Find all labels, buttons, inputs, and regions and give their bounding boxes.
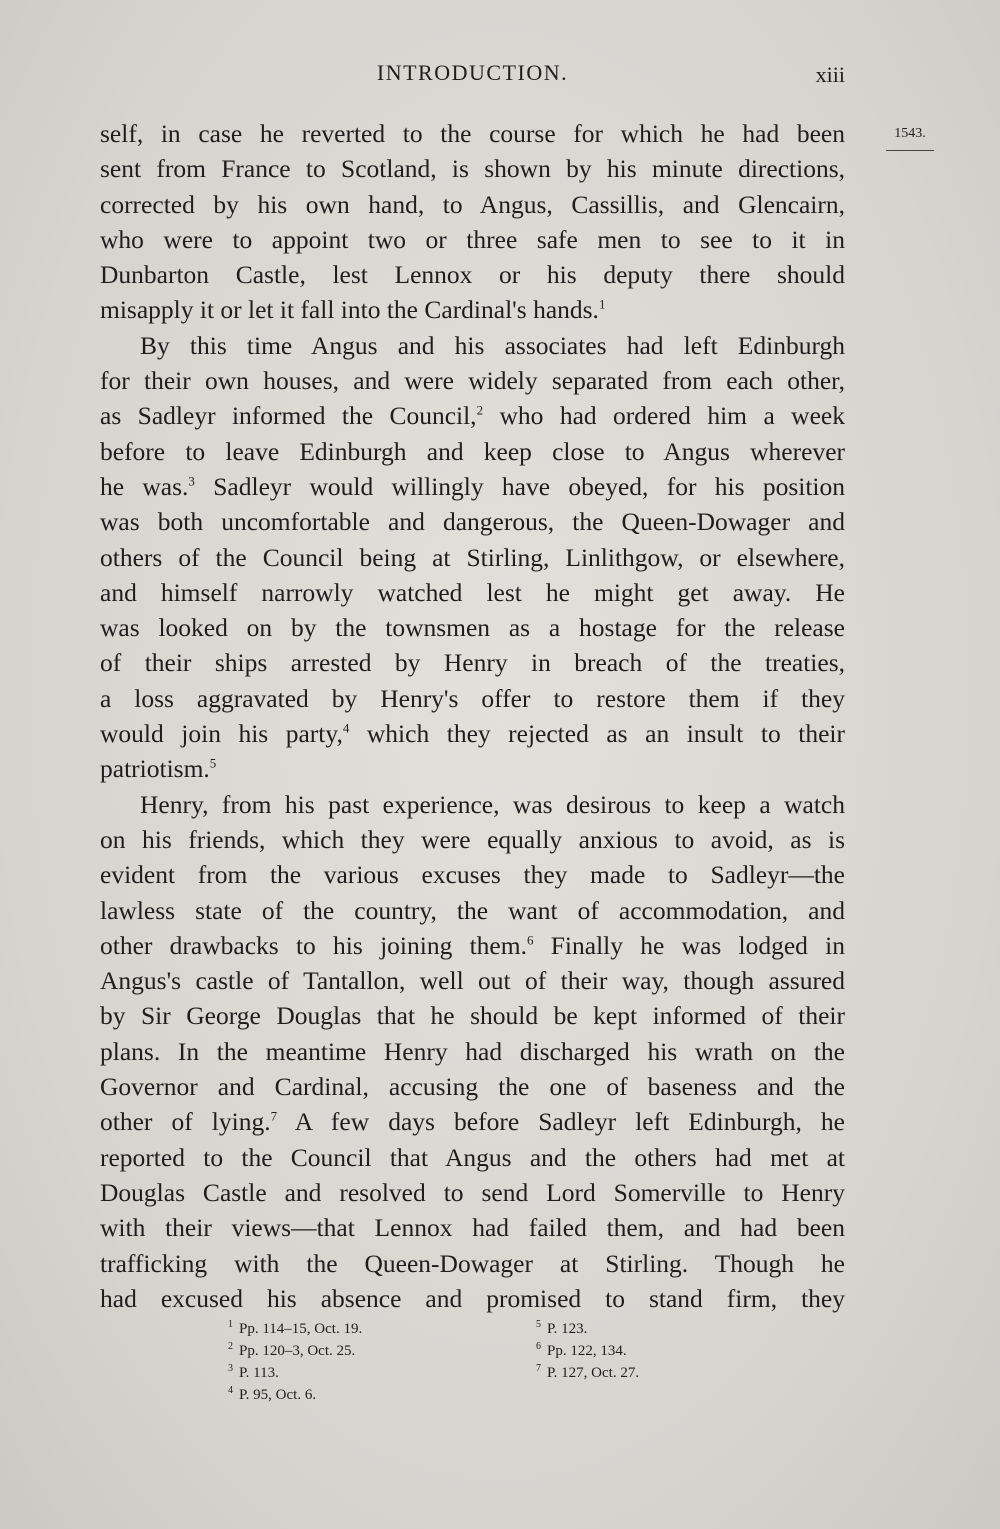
text-line: trafficking with the Queen-Dowager at Stirling. Though he	[100, 1248, 845, 1278]
footnote-text: Pp. 122, 134.	[547, 1343, 627, 1359]
footnote	[228, 1362, 488, 1384]
text-line: on his friends, which they were equally anxious to avoid, as is	[100, 824, 845, 854]
text-line: for their own houses, and were widely separated from each other,	[100, 366, 845, 396]
text-line: with their views—that Lennox had failed them, and had been	[100, 1213, 845, 1243]
text-line: corrected by his own hand, to Angus, Cassillis, and Glencairn,	[100, 189, 845, 219]
footnote-number: 2	[228, 1341, 233, 1352]
text-run: as Sadleyr informed the Council,	[100, 401, 477, 431]
text-line: self, in case he reverted to the course for which he had been	[100, 119, 845, 148]
footnote	[228, 1318, 488, 1340]
text-run: he was.	[100, 471, 189, 501]
footnote-number: 3	[228, 1363, 233, 1374]
text-run: Finally he was lodged in	[550, 930, 846, 960]
text-line: plans. In the meantime Henry had discharged his wrath on the	[100, 1036, 845, 1066]
text-run: misapply it or let it fall into the Cardinal's hands.	[100, 295, 599, 325]
text-line: Angus's castle of Tantallon, well out of their way, though assured	[100, 966, 845, 996]
footnote	[536, 1362, 736, 1384]
text-line: a loss aggravated by Henry's offer to restore them if they	[100, 683, 845, 713]
text-line	[100, 398, 845, 433]
margin-year: 1543.	[894, 126, 926, 141]
margin-year-note	[885, 126, 935, 151]
running-title: INTRODUCTION.	[376, 60, 569, 85]
text-line: evident from the various excuses they made to Sadleyr—the	[100, 860, 845, 890]
text-line: others of the Council being at Stirling, Linlithgow, or elsewhere,	[100, 542, 845, 572]
note-ref: 3	[188, 473, 195, 489]
text-run: other of lying.	[100, 1107, 271, 1137]
footnote	[228, 1384, 488, 1406]
footnote	[228, 1340, 488, 1362]
body-text	[100, 116, 845, 1316]
text-line: and himself narrowly watched lest he might get away. He	[100, 577, 845, 607]
footnote-text: P. 95, Oct. 6.	[239, 1387, 317, 1403]
footnote-number: 5	[536, 1319, 541, 1330]
text-line: By this time Angus and his associates had left Edinburgh	[140, 330, 845, 360]
footnotes-left-column	[228, 1318, 488, 1406]
text-line: Dunbarton Castle, lest Lennox or his deputy there should	[100, 260, 845, 290]
text-run: which they rejected as an insult to their	[366, 719, 845, 749]
note-ref: 2	[476, 402, 484, 418]
footnote-text: P. 113.	[239, 1365, 279, 1381]
text-run: who had ordered him a week	[499, 401, 845, 431]
footnote-text: Pp. 120–3, Oct. 25.	[239, 1343, 356, 1359]
footnote-number: 1	[228, 1319, 233, 1330]
text-line: who were to appoint two or three safe men to see to it in	[100, 224, 845, 254]
text-line	[100, 292, 845, 327]
note-ref: 6	[526, 932, 534, 948]
text-line: reported to the Council that Angus and the others had met at	[100, 1142, 845, 1172]
text-line	[100, 751, 845, 786]
text-run: other drawbacks to his joining them.	[100, 930, 527, 960]
text-line: by Sir George Douglas that he should be kept informed of their	[100, 1001, 845, 1031]
footnote-text: P. 123.	[547, 1321, 588, 1337]
page-number: xiii	[815, 62, 845, 87]
note-ref: 1	[598, 296, 606, 312]
text-line	[100, 716, 845, 751]
text-line	[100, 1104, 845, 1139]
footnote-text: Pp. 114–15, Oct. 19.	[239, 1321, 363, 1337]
text-line: Douglas Castle and resolved to send Lord Somerville to Henry	[100, 1177, 845, 1207]
note-ref: 5	[209, 755, 217, 771]
note-ref: 4	[342, 720, 350, 736]
page-header	[100, 60, 845, 100]
text-run: would join his party,	[100, 719, 343, 749]
footnote	[536, 1340, 736, 1362]
footnote-number: 7	[536, 1363, 541, 1374]
footnote	[536, 1318, 736, 1340]
footnote-number: 6	[536, 1341, 541, 1352]
margin-rule	[886, 150, 934, 151]
text-run: Sadleyr would willingly have obeyed, for his position	[213, 471, 845, 501]
footnote-number: 4	[228, 1385, 233, 1396]
text-line: was looked on by the townsmen as a hostage for the release	[100, 613, 845, 643]
text-line: Henry, from his past experience, was desirous to keep a watch	[140, 789, 845, 819]
text-line: of their ships arrested by Henry in breach of the treaties,	[100, 648, 845, 678]
text-line: Governor and Cardinal, accusing the one of baseness and the	[100, 1072, 845, 1102]
note-ref: 7	[270, 1108, 278, 1124]
text-line: was both uncomfortable and dangerous, the Queen-Dowager and	[100, 507, 845, 537]
text-line: lawless state of the country, the want of accommodation, and	[100, 895, 845, 925]
text-run: patriotism.	[100, 754, 210, 784]
text-line	[100, 469, 845, 504]
text-run: A few days before Sadleyr left Edinburgh, he	[294, 1107, 846, 1137]
text-line	[100, 928, 845, 963]
text-line: sent from France to Scotland, is shown by his minute directions,	[100, 154, 845, 184]
footnote-text: P. 127, Oct. 27.	[547, 1365, 640, 1381]
text-line: had excused his absence and promised to stand firm, they	[100, 1283, 845, 1313]
text-line: before to leave Edinburgh and keep close to Angus wherever	[100, 436, 845, 466]
footnotes-right-column	[536, 1318, 736, 1384]
